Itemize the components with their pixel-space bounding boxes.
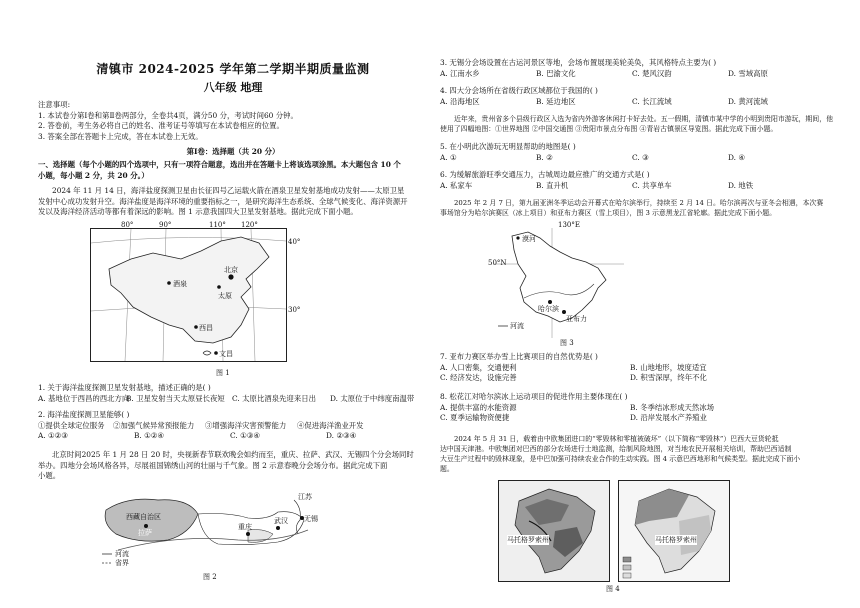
- lat-label: 40°: [288, 238, 301, 246]
- notice-item: 3. 答案全部在答题卡上完成，答在本试卷上无效。: [38, 132, 203, 142]
- lon-label: 90°: [159, 221, 172, 229]
- state-label-mato-grosso: 马托格罗索州: [655, 536, 697, 544]
- question-2: [38, 410, 364, 442]
- city-label-chongqing: 重庆: [238, 523, 252, 531]
- option-d[interactable]: D. ④: [728, 152, 745, 162]
- section-heading: [38, 160, 401, 181]
- question-6: [440, 170, 753, 191]
- passage-4: [440, 198, 823, 218]
- passage-line: 事场馆分为哈尔滨赛区（冰上项目）和亚布力赛区（雪上项目），图 3 示意黑龙江省轮廓。据此完成下面小题。: [440, 209, 777, 217]
- question-8: [440, 392, 714, 424]
- passage-line: 大豆生产过程中的毁林现象，是中巴加强可持续农业合作的生动实践。图 4 示意巴西地形和气候类型。据此完成下面小: [440, 455, 801, 463]
- lon-label: 110°: [209, 221, 226, 229]
- notice-item: 1. 本试卷分第Ⅰ卷和第Ⅱ卷两部分，全卷共4页，满分50 分，考试时间60 分钟。: [38, 110, 298, 120]
- question-options: [440, 413, 714, 424]
- option-d[interactable]: D. ②③④: [326, 431, 357, 441]
- question-options: [440, 153, 745, 164]
- option-d[interactable]: D. 雪域高原: [728, 68, 768, 78]
- figure-4-terrain-map: [498, 480, 610, 582]
- passage-line: 2025 年 2 月 7 日，第九届亚洲冬季运动会开幕式在哈尔滨举行，持续至 2 月 14 日。哈尔滨再次与亚冬会相遇，本次赛: [454, 199, 824, 207]
- passage-line: 小题。: [38, 471, 61, 481]
- option-c[interactable]: C. ③: [632, 152, 649, 162]
- city-label-yabuli: 亚布力: [566, 315, 587, 323]
- option-d[interactable]: D. 太原位于中纬度南温带: [330, 393, 415, 403]
- figure-4-caption: 图 4: [606, 585, 620, 593]
- question-stem: 6. 为缓解旅游旺季交通压力，古城周边最应推广的交通方式是( ): [440, 170, 650, 179]
- passage-line: 达中国天津港。中欧集团对巴西的部分农场进行土地监测，给制风险地图，对当地农民开展相关培训，帮助巴西适制: [440, 445, 792, 453]
- option-a[interactable]: A. ①②③: [38, 431, 68, 441]
- sub-item: ①提供全球定位服务: [38, 420, 105, 430]
- region-label-jiangsu: 江苏: [298, 493, 312, 501]
- question-1: [38, 383, 414, 404]
- option-c[interactable]: C. 长江流域: [632, 96, 672, 106]
- notice-heading: 注意事项:: [38, 100, 71, 109]
- exam-subtitle: 八年级 地理: [203, 81, 263, 94]
- option-c[interactable]: C. 夏季运输物资便捷: [440, 413, 510, 423]
- sub-item: ④促进海洋渔业开发: [297, 420, 364, 430]
- option-d[interactable]: D. 积雪深厚，终年不化: [630, 373, 707, 383]
- option-b[interactable]: B. 山地地形，坡度适宜: [630, 362, 707, 372]
- option-b[interactable]: B. 巴渝文化: [536, 68, 576, 78]
- question-sub-items: [38, 421, 364, 432]
- figure-3-caption: 图 3: [560, 339, 574, 347]
- passage-5: [440, 434, 800, 474]
- option-a[interactable]: A. 沿海地区: [440, 96, 480, 106]
- passage-3: [440, 114, 833, 134]
- passage-2: [38, 450, 414, 482]
- figure-1-caption: 图 1: [216, 369, 230, 377]
- option-c[interactable]: C. 经济发达，设施完善: [440, 373, 517, 383]
- question-stem: 7. 亚布力赛区举办雪上比赛项目的自然优势是( ): [440, 352, 598, 361]
- question-7: [440, 352, 707, 384]
- option-b[interactable]: B. 直升机: [536, 180, 569, 190]
- option-a[interactable]: A. 基地位于西昌的西北方向: [38, 393, 130, 403]
- city-label-taiyuan: 太原: [218, 292, 232, 300]
- question-stem: 5. 在小明此次游玩无明显帮助的地图是( ): [440, 142, 576, 151]
- option-c[interactable]: C. 楚风汉韵: [632, 68, 672, 78]
- state-label-mato-grosso: 马托格罗索州: [507, 536, 549, 544]
- question-5: [440, 142, 745, 163]
- question-stem: 3. 无锡分会场设置在古运河景区等地，会场布置展现美轮美奂，其风格特点主要为( ): [440, 58, 717, 67]
- city-label-beijing: 北京: [224, 266, 238, 274]
- option-c[interactable]: C. 共享单车: [632, 180, 672, 190]
- notice-block: [38, 100, 298, 143]
- city-label-xichang: 西昌: [199, 324, 213, 332]
- city-label-mohe: 漠河: [522, 235, 536, 243]
- option-a[interactable]: A. 江南水乡: [440, 68, 480, 78]
- legend-border-label: 省界: [115, 559, 129, 567]
- option-d[interactable]: D. 地铁: [728, 180, 754, 190]
- question-options: [440, 69, 768, 80]
- region-label-tibet: 西藏自治区: [126, 513, 161, 521]
- part1-heading: 第Ⅰ卷：选择题（共 20 分）: [186, 147, 280, 156]
- passage-line: 2024 年 11 月 14 日，海洋盐度探测卫星由长征四号乙运载火箭在酒泉卫星发射基地成功发射——太原卫星: [52, 186, 405, 195]
- section-line: 小题，每小题 2 分，共 20 分。）: [38, 170, 149, 180]
- city-label-wuhan: 武汉: [274, 517, 288, 525]
- city-label-jiuquan: 酒泉: [173, 280, 187, 288]
- option-a[interactable]: A. 提供丰富的水能资源: [440, 402, 517, 412]
- figure-2-caption: 图 2: [203, 573, 217, 581]
- lon-label: 120°: [241, 221, 258, 229]
- figure-4-climate-map: [618, 480, 730, 582]
- passage-line: 近年来，贵州省多个县级行政区入选为省内外游客休闲打卡好去处。五一假期，清镇市某中学的小明到贵阳市游玩，期间，他: [454, 115, 833, 123]
- option-b[interactable]: B. 延边地区: [536, 96, 576, 106]
- legend-river-label: 河流: [115, 550, 129, 558]
- lon-label: 80°: [121, 221, 134, 229]
- question-3: [440, 58, 768, 79]
- city-label-lhasa: 拉萨: [138, 529, 152, 537]
- option-a[interactable]: A. 人口密集，交通便利: [440, 362, 517, 372]
- question-options: [38, 394, 414, 405]
- question-stem: 1. 关于海洋盐度探测卫星发射基地，描述正确的是( ): [38, 383, 211, 392]
- city-label-wenchang: 文昌: [219, 350, 233, 358]
- option-d[interactable]: D. 沿岸发展水产养殖业: [630, 413, 707, 423]
- option-d[interactable]: D. 黄河流域: [728, 96, 768, 106]
- passage-line: 题。: [440, 465, 454, 473]
- notice-item: 2. 答卷前，考生务必将自己的姓名、准考证号等填写在本试卷相应的位置。: [38, 121, 284, 131]
- sub-item: ③增强海洋灾害预警能力: [205, 420, 287, 430]
- option-b[interactable]: B. ①②④: [134, 431, 165, 441]
- passage-line: 北京时间2025 年 1 月 28 日 20 时，央视新春节联欢晚会如约而至，重庆、拉萨、武汉、无锡四个分会场同时: [52, 450, 414, 459]
- lat-label: 50°N: [488, 259, 507, 267]
- question-4: [440, 86, 768, 107]
- passage-line: 2024 年 5 月 31 日，载着由中欧集团进口的“零毁林和零植被破坏”（以下简称“零毁林”）巴西大豆货轮抵: [454, 435, 779, 443]
- option-c[interactable]: C. ①③④: [230, 431, 260, 441]
- question-options: [440, 403, 714, 414]
- option-b[interactable]: B. ②: [536, 152, 553, 162]
- passage-line: 举办。四地分会场风格各异，尽展祖国锦绣山河的壮丽与千气象。图 2 示意春晚分会场分布。据此完成下面: [38, 460, 388, 470]
- option-c[interactable]: C. 太原比酒泉先迎来日出: [232, 393, 316, 403]
- lat-label: 30°: [288, 306, 301, 314]
- question-options: [440, 97, 768, 108]
- brazil-terrain-svg: [499, 481, 609, 581]
- beijing-star-icon: [228, 274, 233, 279]
- passage-line: 发射中心成功发射升空。海洋盐度是海洋环境的重要指标之一，是研究海洋生态系统、全球气候变化、海洋资源开: [38, 196, 408, 206]
- figure-3-map: [488, 221, 624, 338]
- question-stem: 4. 四大分会场所在省级行政区域都位于我国的( ): [440, 86, 598, 95]
- question-options: [38, 431, 364, 442]
- question-stem: 8. 松花江对哈尔滨冰上运动项目的促进作用主要体现在( ): [440, 392, 628, 401]
- brazil-climate-svg: [619, 481, 729, 581]
- venue-map-svg: [98, 490, 318, 570]
- legend-river-label: 河流: [510, 322, 524, 330]
- question-options: [440, 373, 707, 384]
- option-b[interactable]: B. 冬季结冰形成天然冰场: [630, 402, 715, 412]
- question-options: [440, 181, 753, 192]
- sub-item: ②加强气候异常预报能力: [113, 420, 195, 430]
- question-options: [440, 363, 707, 374]
- lon-label: 130°E: [558, 221, 580, 229]
- option-b[interactable]: B. 卫星发射当天太原昼长夜短: [126, 393, 225, 403]
- figure-1-map: [90, 221, 301, 362]
- question-stem: 2. 海洋盐度探测卫星能够( ): [38, 410, 130, 419]
- figure-2-map: [98, 490, 318, 570]
- passage-line: 使用了四幅地图：①世界地图 ②中国交通图 ③贵阳市景点分布图 ④青岩古镇景区导览图。据此完成下面小题。: [440, 125, 778, 133]
- china-map-svg: [91, 229, 286, 361]
- option-a[interactable]: A. ①: [440, 152, 457, 162]
- exam-title: 清镇市 2024-2025 学年第二学期半期质量监测: [96, 62, 370, 76]
- passage-1: [38, 186, 408, 218]
- city-label-harbin: 哈尔滨: [538, 305, 559, 313]
- option-a[interactable]: A. 私家车: [440, 180, 473, 190]
- passage-line: 发以及海洋经济活动等都有着深远的影响。图 1 示意我国四大卫星发射基地。据此完成下面小题。: [38, 207, 358, 217]
- section-line: 一、选择题（每个小题的四个选项中，只有一项符合题意，选出并在答题卡上将该选项涂黑。本大题包含 10 个: [38, 160, 401, 169]
- city-label-wuxi: 无锡: [304, 515, 318, 523]
